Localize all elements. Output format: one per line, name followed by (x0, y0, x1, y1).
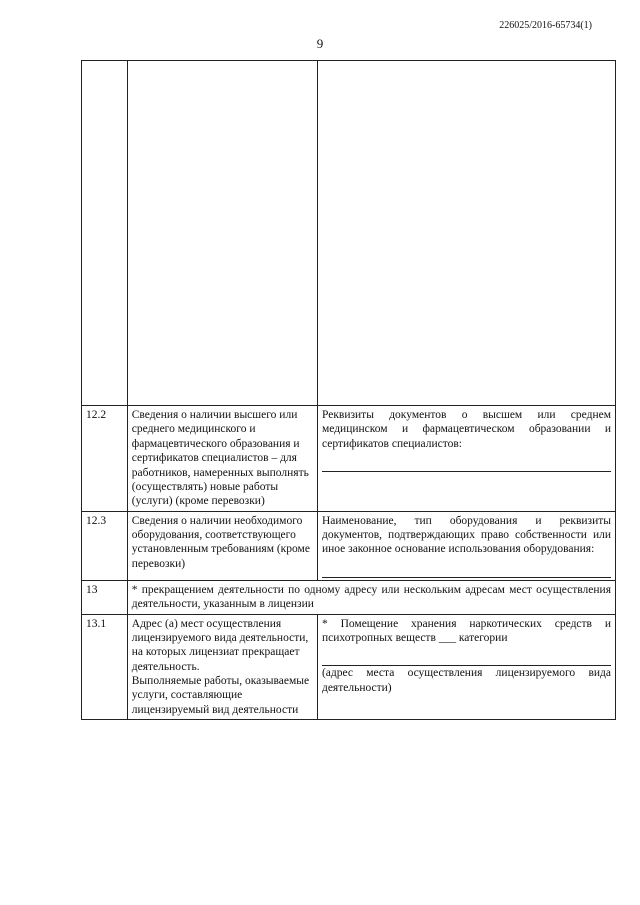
row-number: 12.2 (82, 406, 128, 512)
activity-list-cell (317, 61, 615, 406)
fill-in-line[interactable] (322, 457, 611, 472)
equipment-docs-cell (317, 511, 615, 580)
address-caption: (адрес места осуществления лицензируемого вида деятельности) (321, 667, 611, 694)
termination-heading: * прекращением деятельности по одному адресу или нескольким адресам мест осуществления деятельности, указанным в лицензии (127, 580, 615, 614)
license-form-table (81, 60, 616, 720)
services-text: Выполняемые работы, оказываемые услуги, составляющие лицензируемый вид деятельности (131, 675, 310, 716)
storage-premises-text: * Помещение хранения наркотических средств и психотропных веществ ___ категории (321, 617, 611, 644)
table-row (82, 580, 616, 614)
row-number-cell (82, 61, 128, 406)
equipment-info-label: Сведения о наличии необходимого оборудования, соответствующего установленным требованиям (кроме перевозки) (127, 511, 317, 580)
address-fill-line[interactable] (322, 651, 611, 666)
table-row (82, 61, 616, 406)
fill-in-line[interactable] (322, 563, 611, 578)
page-number: 9 (316, 36, 324, 51)
table-row (82, 614, 616, 720)
education-docs-text: Реквизиты документов о высшем или среднем медицинском и фармацевтическом образовании и сертификатов специалистов: (321, 409, 611, 450)
document-id: 226025/2016-65734(1) (499, 20, 592, 31)
education-docs-cell (317, 406, 615, 512)
equipment-docs-text: Наименование, тип оборудования и реквизиты документов, подтверждающих право собственности или иное законное основание использования оборудования: (321, 514, 611, 556)
termination-address-text: Адрес (а) мест осуществления лицензируемого вида деятельности, на которых лицензиат прекращает деятельность. (131, 617, 309, 673)
table-row (82, 406, 616, 512)
row-number: 13 (82, 580, 128, 614)
education-info-label: Сведения о наличии высшего или среднего медицинского и фармацевтического образования и сертификатов специалистов – для работников, намеренных выполнять (осуществлять) новые работы (услуги) (кроме перевозки) (127, 406, 317, 512)
row-number: 13.1 (82, 614, 128, 720)
termination-details-cell (317, 614, 615, 720)
row-number: 12.3 (82, 511, 128, 580)
table-row (82, 511, 616, 580)
description-cell (127, 61, 317, 406)
termination-address-label (127, 614, 317, 720)
